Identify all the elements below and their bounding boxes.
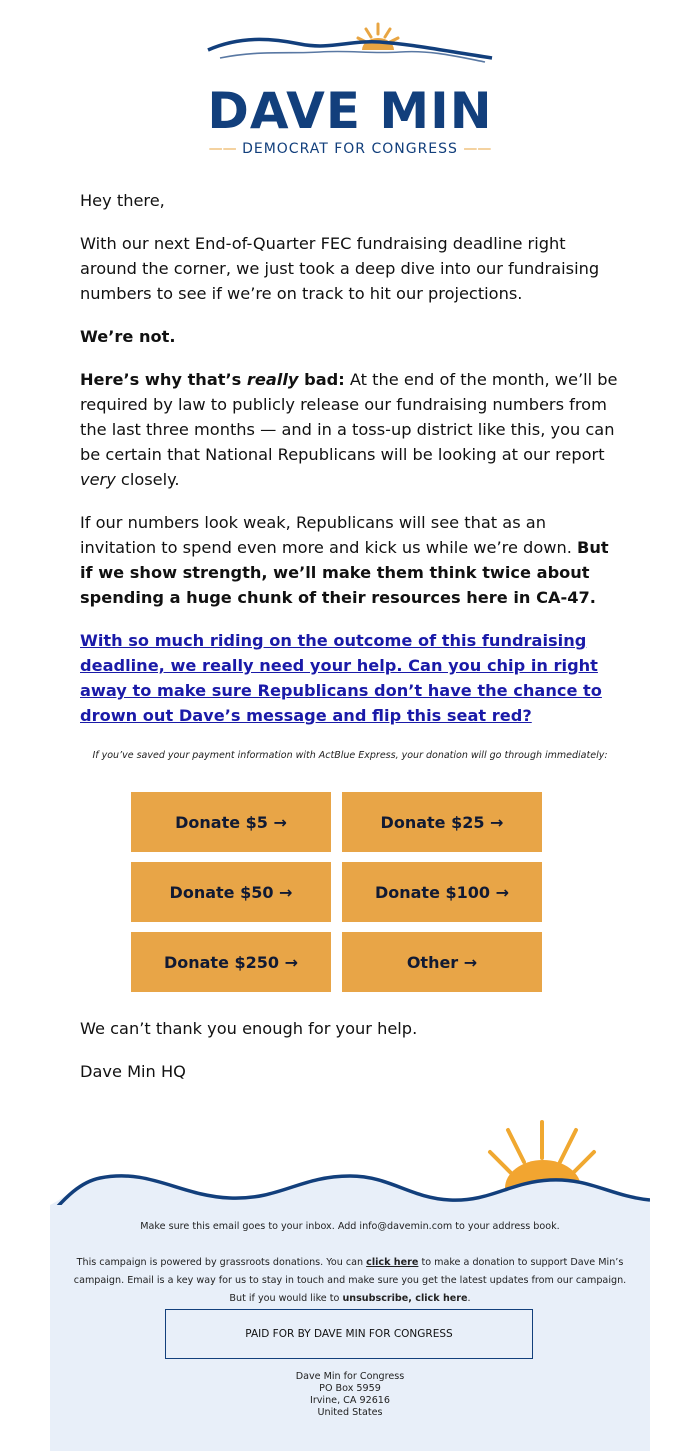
paid-for-disclaimer: PAID FOR BY DAVE MIN FOR CONGRESS bbox=[165, 1309, 533, 1359]
donate-button-grid bbox=[131, 792, 543, 992]
why-bad-lead bbox=[80, 370, 345, 389]
paragraph-deadline: With our next End-of-Quarter FEC fundraising deadline right around the corner, we just took a deep dive into our fundraising numbers to see if we’re on track to hit our projections. bbox=[80, 234, 600, 303]
address-line-city: Irvine, CA 92616 bbox=[309, 1395, 391, 1406]
letter-body bbox=[80, 188, 625, 746]
why-bad-lead-b: bad: bbox=[298, 370, 345, 389]
donate-other-button[interactable]: Other → bbox=[342, 932, 542, 992]
donate-25-button[interactable]: Donate $25 → bbox=[342, 792, 542, 852]
tagline-dash-left: —— bbox=[208, 141, 237, 157]
footer-wave-sun-icon bbox=[50, 1118, 650, 1208]
actblue-express-note: If you’ve saved your payment information with ActBlue Express, your donation will go through immediately: bbox=[92, 750, 608, 761]
logo-tagline bbox=[200, 140, 500, 158]
tagline-dash-right: —— bbox=[463, 141, 492, 157]
inbox-note: Make sure this email goes to your inbox. Add info@davemin.com to your address book. bbox=[140, 1221, 560, 1232]
signature: Dave Min HQ bbox=[80, 1062, 186, 1081]
why-bad-text-a: At the end of the month, we’ll be required by law to publicly release our fundraising numbers from the last three months — and in a toss-up district like this, you can be certain that National Republicans will be looking at our report bbox=[80, 370, 618, 464]
donate-click-here-link[interactable]: click here bbox=[366, 1257, 419, 1268]
address-line-pobox: PO Box 5959 bbox=[319, 1383, 381, 1394]
donation-ask-link[interactable]: With so much riding on the outcome of this fundraising deadline, we really need your help. Can you chip in right away to make sure Republicans don’t have the chance to drown out Dave’s message and flip this seat red? bbox=[80, 631, 602, 725]
donate-100-button[interactable]: Donate $100 → bbox=[342, 862, 542, 922]
address-line-org: Dave Min for Congress bbox=[295, 1371, 405, 1382]
strength-bold-text: But if we show strength, we’ll make them think twice about spending a huge chunk of their resources here in CA-47. bbox=[80, 538, 609, 607]
donate-250-button[interactable]: Donate $250 → bbox=[131, 932, 331, 992]
donate-50-button[interactable]: Donate $50 → bbox=[131, 862, 331, 922]
closing bbox=[80, 1016, 625, 1102]
paragraph-not-on-track bbox=[80, 324, 625, 349]
grassroots-text-b: to make a donation to support Dave Min’s campaign. Email is a key way for us to stay in touch and make sure you get the latest updates from our campaign. But if you would like to bbox=[73, 1257, 627, 1304]
logo-wordmark: DAVE MIN bbox=[207, 82, 493, 140]
grassroots-text-a: This campaign is powered by grassroots donations. You can bbox=[76, 1257, 367, 1268]
grassroots-text-c: . bbox=[467, 1293, 471, 1304]
why-bad-lead-a: Here’s why that’s bbox=[80, 370, 247, 389]
address-line-country: United States bbox=[317, 1407, 383, 1418]
greeting: Hey there, bbox=[80, 191, 165, 210]
why-bad-text-b: closely. bbox=[115, 470, 180, 489]
unsubscribe-link[interactable]: unsubscribe, click here bbox=[342, 1293, 468, 1304]
campaign-logo bbox=[200, 20, 500, 157]
tagline-text: DEMOCRAT FOR CONGRESS bbox=[242, 141, 458, 157]
not-on-track-text: We’re not. bbox=[80, 327, 176, 346]
donate-5-button[interactable]: Donate $5 → bbox=[131, 792, 331, 852]
why-bad-emphasis: very bbox=[80, 470, 116, 489]
mailing-address bbox=[50, 1371, 650, 1419]
paragraph-why-bad bbox=[80, 367, 625, 492]
email-footer bbox=[50, 1205, 650, 1451]
thanks-text: We can’t thank you enough for your help. bbox=[80, 1019, 418, 1038]
grassroots-note bbox=[70, 1254, 630, 1308]
paragraph-ask bbox=[80, 628, 625, 728]
why-bad-lead-emphasis: really bbox=[246, 370, 299, 389]
strength-text: If our numbers look weak, Republicans will see that as an invitation to spend even more and kick us while we’re down. bbox=[80, 513, 578, 557]
paragraph-strength bbox=[80, 510, 625, 610]
